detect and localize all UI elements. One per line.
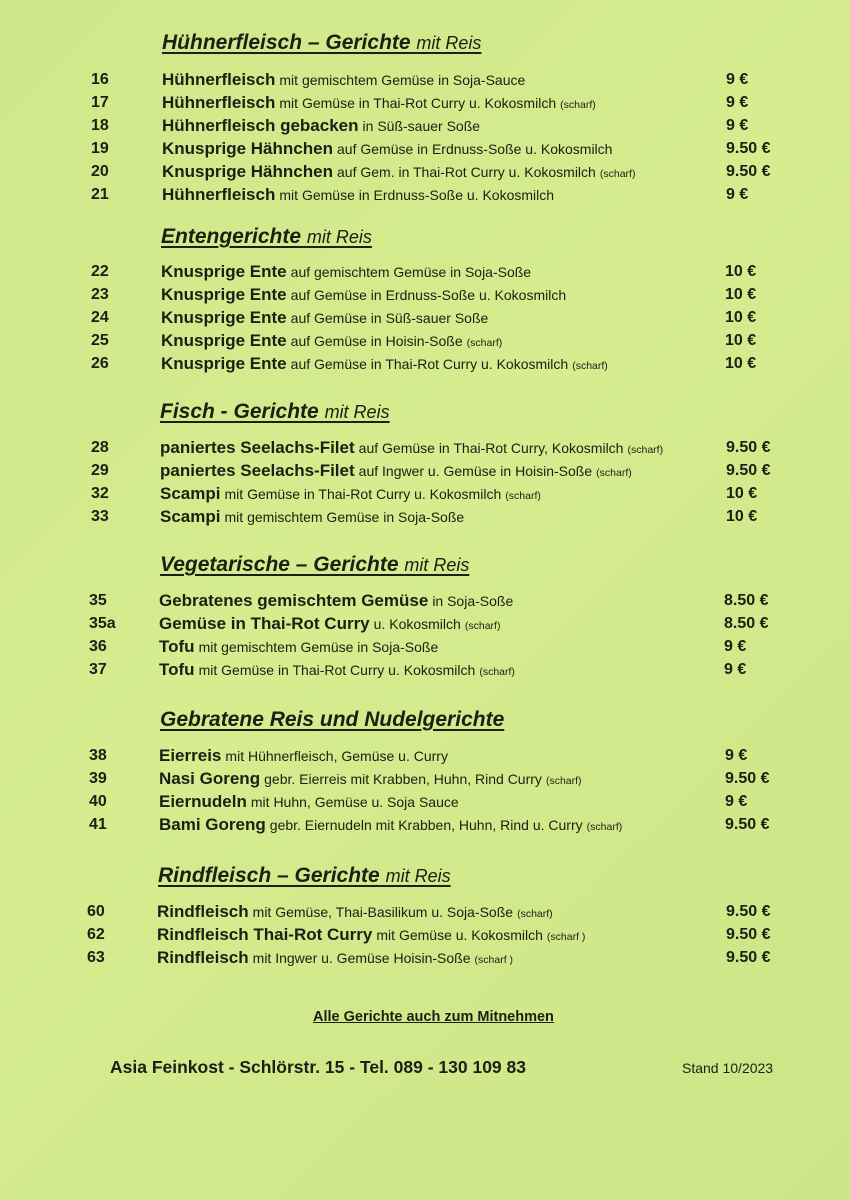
item-price: 9.50 € bbox=[726, 439, 771, 456]
item-number: 41 bbox=[89, 816, 107, 833]
item-price: 9.50 € bbox=[726, 949, 771, 966]
item-description: mit Gemüse in Erdnuss-Soße u. Kokosmilch bbox=[279, 187, 555, 203]
menu-item bbox=[91, 184, 800, 206]
item-price: 8.50 € bbox=[724, 615, 769, 632]
item-description: in Soja-Soße bbox=[432, 593, 514, 609]
item-price: 9.50 € bbox=[725, 816, 770, 833]
section-title-suffix: mit Reis bbox=[324, 402, 390, 422]
item-number: 37 bbox=[89, 661, 107, 678]
item-text bbox=[159, 791, 459, 814]
item-text bbox=[160, 483, 541, 507]
item-number: 32 bbox=[91, 485, 109, 502]
menu-item bbox=[87, 924, 800, 946]
item-text bbox=[161, 284, 566, 307]
item-description: mit gemischtem Gemüse in Soja-Soße bbox=[224, 509, 465, 525]
item-name: Knusprige Ente bbox=[161, 285, 287, 304]
item-name: Eierreis bbox=[159, 746, 222, 765]
item-price: 9 € bbox=[726, 117, 749, 134]
section-title bbox=[160, 708, 504, 732]
item-name: Nasi Goreng bbox=[159, 769, 261, 788]
section-title bbox=[160, 400, 390, 424]
item-spicy-note: (scharf) bbox=[545, 775, 582, 787]
menu-item bbox=[91, 460, 800, 482]
section-title-text: Rindfleisch – Gerichte bbox=[158, 864, 380, 887]
item-description: auf gemischtem Gemüse in Soja-Soße bbox=[290, 264, 532, 280]
item-price: 10 € bbox=[726, 485, 758, 502]
item-spicy-note: (scharf) bbox=[627, 444, 664, 456]
menu-item bbox=[91, 437, 800, 459]
item-description: mit Ingwer u. Gemüse Hoisin-Soße bbox=[252, 950, 471, 966]
item-number: 18 bbox=[91, 117, 109, 134]
item-number: 60 bbox=[87, 903, 105, 920]
menu-item bbox=[91, 284, 800, 306]
menu-item bbox=[89, 791, 800, 813]
menu-item bbox=[91, 92, 800, 114]
item-name: Rindfleisch bbox=[157, 902, 249, 921]
item-spicy-note: (scharf) bbox=[586, 821, 623, 833]
item-number: 16 bbox=[91, 71, 109, 88]
item-text bbox=[157, 947, 513, 971]
item-text bbox=[162, 184, 554, 207]
item-name: paniertes Seelachs-Filet bbox=[160, 461, 355, 480]
section-title bbox=[160, 553, 469, 577]
item-description: auf Gemüse in Erdnuss-Soße u. Kokosmilch bbox=[290, 287, 567, 303]
item-text bbox=[159, 745, 448, 768]
item-name: Hühnerfleisch bbox=[162, 185, 276, 204]
item-number: 39 bbox=[89, 770, 107, 787]
item-description: mit Hühnerfleisch, Gemüse u. Curry bbox=[225, 748, 448, 764]
item-number: 25 bbox=[91, 332, 109, 349]
item-number: 23 bbox=[91, 286, 109, 303]
section-title bbox=[158, 864, 451, 888]
item-text bbox=[161, 261, 531, 284]
item-name: Tofu bbox=[159, 637, 195, 656]
item-name: Knusprige Ente bbox=[161, 331, 287, 350]
item-name: Knusprige Ente bbox=[161, 262, 287, 281]
item-text bbox=[159, 659, 515, 683]
section-title bbox=[161, 225, 372, 249]
item-number: 24 bbox=[91, 309, 109, 326]
item-number: 35 bbox=[89, 592, 107, 609]
item-spicy-note: (scharf ) bbox=[546, 931, 586, 943]
item-description: auf Gemüse in Thai-Rot Curry, Kokosmilch bbox=[358, 440, 624, 456]
item-text bbox=[162, 92, 596, 116]
item-number: 62 bbox=[87, 926, 105, 943]
item-text bbox=[162, 138, 612, 161]
menu-item bbox=[89, 768, 800, 790]
footer-date: Stand 10/2023 bbox=[682, 1060, 774, 1076]
item-number: 36 bbox=[89, 638, 107, 655]
item-number: 19 bbox=[91, 140, 109, 157]
item-price: 9 € bbox=[726, 71, 749, 88]
item-description: mit gemischtem Gemüse in Soja-Sauce bbox=[279, 72, 526, 88]
item-spicy-note: (scharf ) bbox=[474, 954, 514, 966]
item-text bbox=[162, 161, 635, 185]
item-price: 10 € bbox=[725, 309, 757, 326]
item-spicy-note: (scharf) bbox=[599, 168, 636, 180]
item-description: auf Gemüse in Erdnuss-Soße u. Kokosmilch bbox=[337, 141, 613, 157]
menu-item bbox=[91, 307, 800, 329]
item-description: mit Huhn, Gemüse u. Soja Sauce bbox=[250, 794, 459, 810]
section-title-text: Vegetarische – Gerichte bbox=[160, 553, 399, 576]
item-price: 9 € bbox=[724, 661, 747, 678]
item-price: 9 € bbox=[726, 186, 749, 203]
item-text bbox=[157, 901, 553, 925]
menu-item bbox=[89, 659, 800, 681]
item-text bbox=[161, 307, 488, 330]
item-name: Gebratenes gemischtem Gemüse bbox=[159, 591, 429, 610]
section-title-suffix: mit Reis bbox=[416, 33, 482, 53]
item-price: 10 € bbox=[725, 286, 757, 303]
item-spicy-note: (scharf) bbox=[464, 620, 501, 632]
item-number: 20 bbox=[91, 163, 109, 180]
item-price: 9 € bbox=[725, 747, 748, 764]
item-text bbox=[162, 69, 525, 92]
item-description: auf Ingwer u. Gemüse in Hoisin-Soße bbox=[358, 463, 593, 479]
footer-address: Asia Feinkost - Schlörstr. 15 - Tel. 089 - 130 109 83 bbox=[110, 1057, 526, 1077]
menu-item bbox=[91, 483, 800, 505]
section-title-suffix: mit Reis bbox=[404, 555, 470, 575]
item-name: Hühnerfleisch bbox=[162, 70, 276, 89]
menu-item bbox=[91, 261, 800, 283]
item-text bbox=[161, 330, 502, 354]
item-spicy-note: (scharf) bbox=[479, 666, 515, 678]
item-description: gebr. Eiernudeln mit Krabben, Huhn, Rind u. Curry bbox=[269, 817, 583, 833]
item-number: 17 bbox=[91, 94, 109, 111]
item-description: mit Gemüse in Thai-Rot Curry u. Kokosmilch bbox=[224, 486, 502, 502]
item-description: gebr. Eierreis mit Krabben, Huhn, Rind Curry bbox=[264, 771, 542, 787]
section-title bbox=[162, 31, 481, 55]
item-number: 63 bbox=[87, 949, 105, 966]
item-name: Scampi bbox=[160, 507, 221, 526]
item-description: auf Gemüse in Süß-sauer Soße bbox=[290, 310, 489, 326]
item-text bbox=[159, 613, 500, 637]
item-text bbox=[157, 924, 585, 948]
item-number: 21 bbox=[91, 186, 109, 203]
item-text bbox=[159, 636, 438, 659]
menu-item bbox=[89, 636, 800, 658]
item-description: mit Gemüse in Thai-Rot Curry u. Kokosmilch bbox=[198, 662, 476, 678]
item-number: 38 bbox=[89, 747, 107, 764]
menu-item bbox=[91, 161, 800, 183]
menu-item bbox=[91, 69, 800, 91]
item-number: 28 bbox=[91, 439, 109, 456]
item-text bbox=[159, 814, 622, 838]
item-text bbox=[159, 590, 513, 613]
item-price: 9 € bbox=[726, 94, 749, 111]
item-text bbox=[160, 437, 663, 461]
item-description: mit Gemüse, Thai-Basilikum u. Soja-Soße bbox=[252, 904, 514, 920]
item-text bbox=[161, 353, 608, 377]
item-name: Tofu bbox=[159, 660, 195, 679]
item-name: Hühnerfleisch gebacken bbox=[162, 116, 359, 135]
item-name: Knusprige Hähnchen bbox=[162, 162, 333, 181]
item-price: 10 € bbox=[725, 355, 757, 372]
item-price: 9.50 € bbox=[726, 163, 771, 180]
item-text bbox=[159, 768, 582, 792]
item-description: auf Gemüse in Hoisin-Soße bbox=[290, 333, 463, 349]
item-spicy-note: (scharf) bbox=[572, 360, 608, 372]
item-number: 35a bbox=[89, 615, 116, 632]
section-title-text: Entengerichte bbox=[161, 225, 302, 248]
item-number: 40 bbox=[89, 793, 107, 810]
menu-item bbox=[89, 745, 800, 767]
item-description: auf Gemüse in Thai-Rot Curry u. Kokosmilch bbox=[290, 356, 569, 372]
item-description: in Süß-sauer Soße bbox=[362, 118, 481, 134]
item-spicy-note: (scharf) bbox=[505, 490, 541, 502]
item-price: 9.50 € bbox=[726, 140, 771, 157]
item-number: 22 bbox=[91, 263, 109, 280]
menu-item bbox=[91, 330, 800, 352]
item-price: 10 € bbox=[726, 508, 758, 525]
item-name: Eiernudeln bbox=[159, 792, 247, 811]
item-text bbox=[162, 115, 480, 138]
menu-item bbox=[91, 506, 800, 528]
item-price: 10 € bbox=[725, 332, 757, 349]
menu-item bbox=[91, 138, 800, 160]
menu-item bbox=[87, 901, 800, 923]
item-price: 10 € bbox=[725, 263, 757, 280]
item-name: Bami Goreng bbox=[159, 815, 266, 834]
takeaway-note: Alle Gerichte auch zum Mitnehmen bbox=[313, 1009, 554, 1025]
item-spicy-note: (scharf) bbox=[560, 99, 596, 111]
item-name: Knusprige Ente bbox=[161, 308, 287, 327]
item-spicy-note: (scharf) bbox=[596, 467, 632, 479]
item-description: u. Kokosmilch bbox=[373, 616, 461, 632]
section-title-text: Fisch - Gerichte bbox=[160, 400, 319, 423]
item-description: mit Gemüse in Thai-Rot Curry u. Kokosmilch bbox=[279, 95, 557, 111]
item-price: 8.50 € bbox=[724, 592, 769, 609]
item-name: Rindfleisch bbox=[157, 948, 249, 967]
item-spicy-note: (scharf) bbox=[466, 337, 503, 349]
menu-item bbox=[89, 590, 800, 612]
menu-item bbox=[89, 613, 800, 635]
item-number: 29 bbox=[91, 462, 109, 479]
item-description: auf Gem. in Thai-Rot Curry u. Kokosmilch bbox=[337, 164, 596, 180]
item-number: 33 bbox=[91, 508, 109, 525]
item-price: 9 € bbox=[724, 638, 747, 655]
menu-item bbox=[87, 947, 800, 969]
item-text bbox=[160, 460, 632, 484]
section-title-text: Hühnerfleisch – Gerichte bbox=[162, 31, 411, 54]
menu-item bbox=[91, 115, 800, 137]
item-price: 9.50 € bbox=[726, 926, 771, 943]
section-title-suffix: mit Reis bbox=[306, 227, 372, 247]
item-name: Scampi bbox=[160, 484, 221, 503]
item-spicy-note: (scharf) bbox=[517, 908, 553, 920]
item-name: Rindfleisch Thai-Rot Curry bbox=[157, 925, 373, 944]
item-name: Knusprige Hähnchen bbox=[162, 139, 333, 158]
menu-item bbox=[89, 814, 800, 836]
item-description: mit Gemüse u. Kokosmilch bbox=[376, 927, 543, 943]
section-title-suffix: mit Reis bbox=[385, 866, 451, 886]
item-price: 9.50 € bbox=[726, 462, 771, 479]
item-name: paniertes Seelachs-Filet bbox=[160, 438, 355, 457]
item-number: 26 bbox=[91, 355, 109, 372]
menu-item bbox=[91, 353, 800, 375]
item-text bbox=[160, 506, 464, 529]
item-name: Gemüse in Thai-Rot Curry bbox=[159, 614, 370, 633]
item-description: mit gemischtem Gemüse in Soja-Soße bbox=[198, 639, 439, 655]
item-price: 9.50 € bbox=[725, 770, 770, 787]
item-name: Knusprige Ente bbox=[161, 354, 287, 373]
item-price: 9.50 € bbox=[726, 903, 771, 920]
section-title-text: Gebratene Reis und Nudelgerichte bbox=[160, 708, 505, 731]
item-price: 9 € bbox=[725, 793, 748, 810]
item-name: Hühnerfleisch bbox=[162, 93, 276, 112]
